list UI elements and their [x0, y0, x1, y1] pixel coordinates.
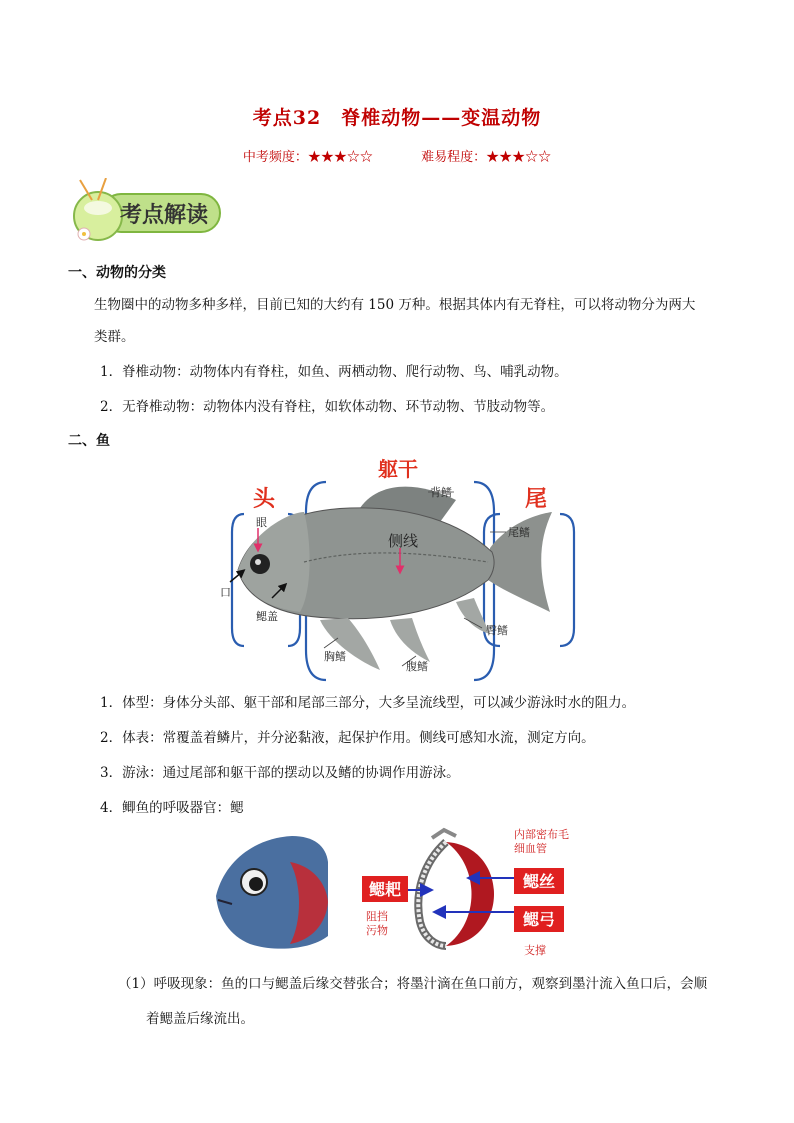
label-tail: 尾	[524, 487, 548, 512]
badge-label: 考点解读	[119, 202, 209, 228]
exam-frequency: 中考频度：★★★☆☆	[242, 150, 373, 165]
gill-arch-illustration	[418, 830, 494, 946]
gill-structure-diagram	[210, 822, 600, 962]
tail-bracket-right	[560, 514, 574, 646]
label-gill-filament: 鳃丝	[522, 872, 556, 891]
classification-intro-line1: 生物圈中的动物多种多样，目前已知的大约有 150 万种。根据其体内有无脊柱，可以将动物分为两大	[94, 297, 696, 313]
label-pelvic-fin: 腹鳍	[406, 660, 428, 673]
label-gill-raker: 鳃耙	[368, 880, 402, 899]
capillary-note-line1: 内部密布毛	[514, 828, 569, 841]
fish-head-illustration	[216, 836, 328, 949]
classification-intro-line2: 类群。	[94, 329, 135, 345]
page-title: 考点32 脊椎动物——变温动物	[252, 107, 542, 129]
label-gill-arch: 鳃弓	[522, 910, 556, 929]
fish-illustration	[238, 487, 552, 670]
section-heading-fish: 二、鱼	[68, 433, 110, 449]
section-heading-classification: 一、动物的分类	[68, 265, 166, 281]
label-caudal-fin: 尾鳍	[508, 526, 530, 539]
fish-respiration-item: 4．鲫鱼的呼吸器官：鳃	[100, 800, 244, 816]
label-lateral-line: 侧线	[388, 532, 419, 550]
capillary-note-line2: 细血管	[514, 842, 547, 855]
fish-body-shape-item: 1．体型：身体分头部、躯干部和尾部三部分，大多呈流线型，可以减少游泳时水的阻力。	[100, 695, 636, 711]
block-note-line2: 污物	[366, 924, 388, 937]
difficulty-level: 难易程度：★★★☆☆	[421, 150, 552, 165]
label-head: 头	[252, 487, 276, 512]
block-note-line1: 阻挡	[366, 910, 388, 923]
support-note: 支撑	[524, 944, 546, 957]
difficulty-meta	[0, 146, 794, 165]
breathing-phenomenon-line1: （1）呼吸现象：鱼的口与鳃盖后缘交替张合；将墨汁滴在鱼口前方，观察到墨汁流入鱼口后，会顺	[118, 976, 708, 992]
label-mouth: 口	[220, 586, 231, 599]
section-badge	[68, 178, 228, 246]
pelvic-fin-shape	[390, 618, 430, 662]
label-dorsal-fin: 背鳍	[430, 486, 452, 499]
invertebrate-item: 2．无脊椎动物：动物体内没有脊柱，如软体动物、环节动物、节肢动物等。	[100, 399, 555, 415]
label-eye: 眼	[256, 516, 267, 529]
fish-structure-diagram	[220, 452, 580, 684]
vertebrate-item: 1．脊椎动物：动物体内有脊柱，如鱼、两栖动物、爬行动物、鸟、哺乳动物。	[100, 364, 568, 380]
breathing-phenomenon-line2: 着鳃盖后缘流出。	[146, 1011, 254, 1027]
label-gill-cover: 鳃盖	[256, 610, 278, 623]
label-trunk: 躯干	[378, 457, 418, 481]
label-pectoral-fin: 胸鳍	[324, 650, 346, 663]
fish-swimming-item: 3．游泳：通过尾部和躯干部的摆动以及鳍的协调作用游泳。	[100, 765, 460, 781]
fish-body-surface-item: 2．体表：常覆盖着鳞片，并分泌黏液，起保护作用。侧线可感知水流，测定方向。	[100, 730, 595, 746]
label-anal-fin: 臀鳍	[486, 624, 508, 637]
